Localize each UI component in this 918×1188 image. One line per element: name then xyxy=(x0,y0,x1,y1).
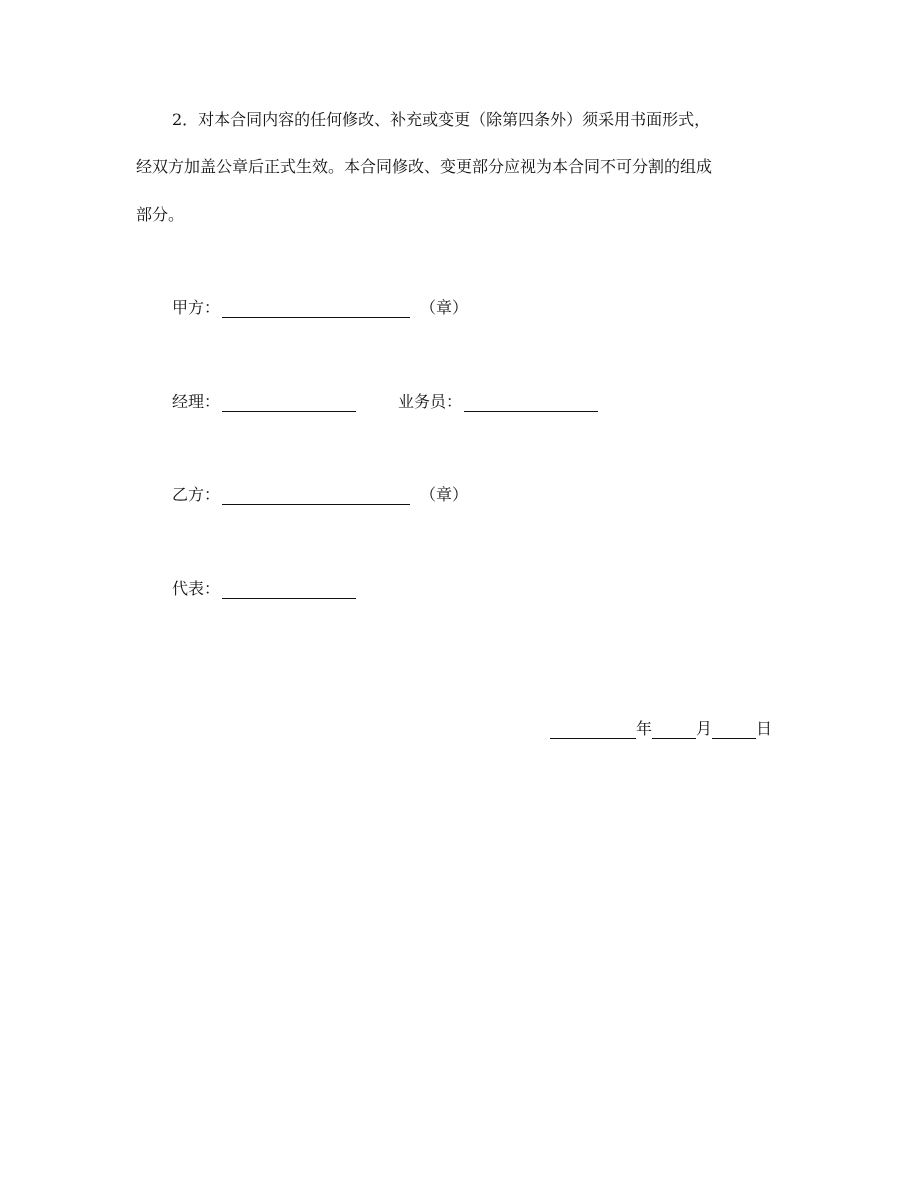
date-row xyxy=(550,719,772,739)
day-blank[interactable] xyxy=(712,720,756,739)
month-label: 月 xyxy=(696,719,713,738)
clause-line-1: 2．对本合同内容的任何修改、补充或变更（除第四条外）须采用书面形式， xyxy=(172,110,711,129)
party-a-seal-note: （章） xyxy=(420,298,469,317)
party-b-signature-row xyxy=(172,485,468,505)
representative-label: 代表： xyxy=(172,579,221,598)
party-a-signature-row xyxy=(172,298,468,318)
clerk-signature-row xyxy=(398,392,598,412)
representative-signature-row xyxy=(172,579,356,599)
month-blank[interactable] xyxy=(652,720,696,739)
year-label: 年 xyxy=(636,719,653,738)
manager-signature-row xyxy=(172,392,356,412)
party-b-label: 乙方： xyxy=(172,485,221,504)
clerk-label: 业务员： xyxy=(398,392,463,411)
party-b-seal-note: （章） xyxy=(420,485,469,504)
party-b-signature-blank[interactable] xyxy=(222,486,410,505)
manager-label: 经理： xyxy=(172,392,221,411)
day-label: 日 xyxy=(756,719,773,738)
year-blank[interactable] xyxy=(550,720,636,739)
party-a-label: 甲方： xyxy=(172,298,221,317)
clause-line-3: 部分。 xyxy=(136,205,185,224)
manager-signature-blank[interactable] xyxy=(222,393,356,412)
clause-line-2: 经双方加盖公章后正式生效。本合同修改、变更部分应视为本合同不可分割的组成 xyxy=(136,157,713,176)
representative-signature-blank[interactable] xyxy=(222,580,356,599)
party-a-signature-blank[interactable] xyxy=(222,299,410,318)
clerk-signature-blank[interactable] xyxy=(464,393,598,412)
